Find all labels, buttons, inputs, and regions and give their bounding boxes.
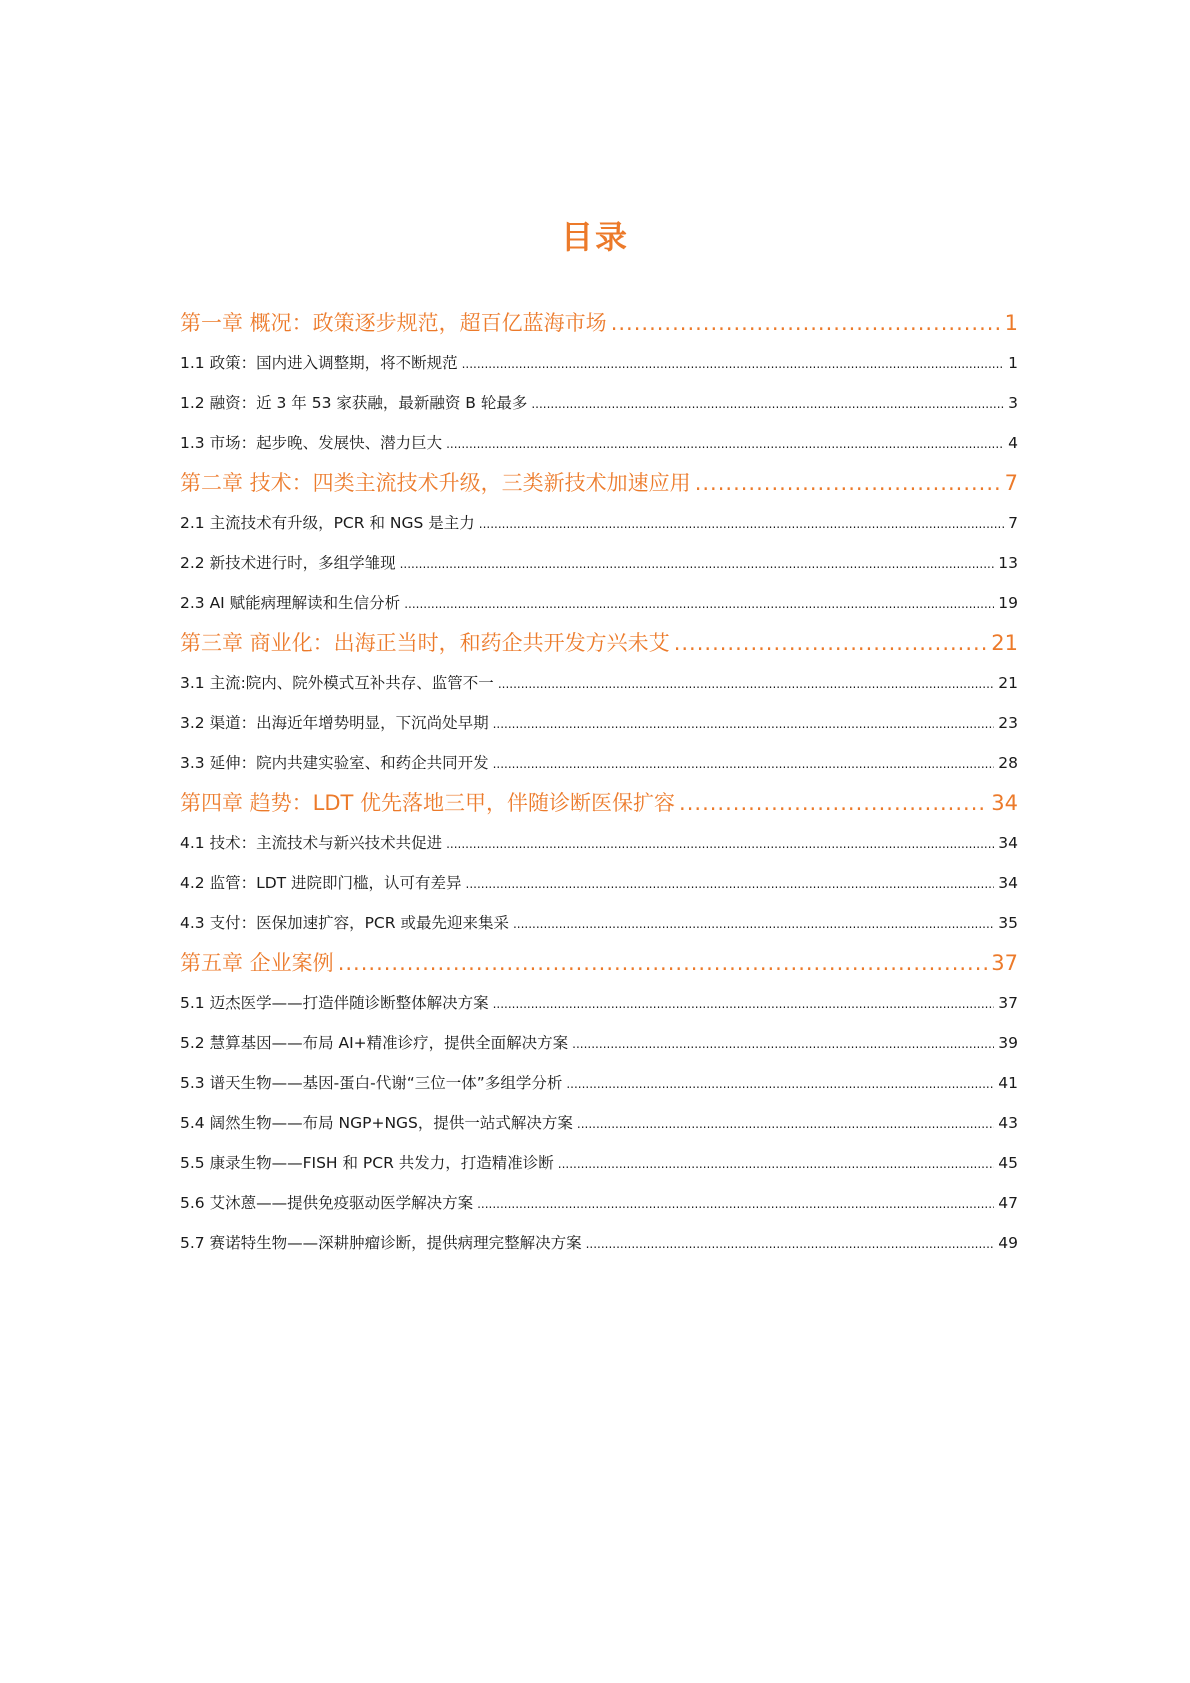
toc-entry-text: 5.1 迈杰医学——打造伴随诊断整体解决方案	[180, 994, 489, 1012]
dot-leader	[462, 344, 1005, 384]
toc-page-number: 19	[998, 594, 1018, 612]
toc-section-1-3[interactable]	[180, 423, 1018, 463]
toc-entry-text: 3.2 渠道：出海近年增势明显，下沉尚处早期	[180, 714, 489, 732]
toc-entry-text: 3.3 延伸：院内共建实验室、和药企共同开发	[180, 754, 489, 772]
dot-leader	[531, 384, 1004, 424]
toc-section-3-1[interactable]	[180, 663, 1018, 703]
toc-page-number: 37	[998, 994, 1018, 1012]
toc-page-number: 47	[998, 1194, 1018, 1212]
toc-entry-text: 3.1 主流:院内、院外模式互补共存、监管不一	[180, 674, 494, 692]
toc-chapter-3[interactable]	[180, 623, 1018, 663]
toc-entry-text: 5.6 艾沐蒽——提供免疫驱动医学解决方案	[180, 1194, 474, 1212]
toc-page-number: 28	[998, 754, 1018, 772]
toc-page-number: 43	[998, 1114, 1018, 1132]
toc-entry-text: 1.3 市场：起步晚、发展快、潜力巨大	[180, 434, 443, 452]
dot-leader	[558, 1144, 994, 1184]
toc-page-number: 7	[1008, 514, 1018, 532]
dot-leader	[446, 424, 1004, 464]
toc-section-5-1[interactable]	[180, 983, 1018, 1023]
toc-chapter-1[interactable]	[180, 303, 1018, 343]
toc-entry-text: 4.1 技术：主流技术与新兴技术共促进	[180, 834, 443, 852]
dot-leader	[695, 463, 1001, 503]
toc-section-2-2[interactable]	[180, 543, 1018, 583]
dot-leader	[493, 984, 995, 1024]
toc-page-number: 3	[1008, 394, 1018, 412]
toc-title: 目录	[560, 218, 629, 256]
toc-page-number: 21	[998, 674, 1018, 692]
toc-page-number: 4	[1008, 434, 1018, 452]
toc-entry-text: 第三章 商业化：出海正当时，和药企共开发方兴未艾	[180, 631, 670, 655]
toc-section-2-3[interactable]	[180, 583, 1018, 623]
toc-section-5-3[interactable]	[180, 1063, 1018, 1103]
toc-section-3-2[interactable]	[180, 703, 1018, 743]
toc-page-number: 39	[998, 1034, 1018, 1052]
dot-leader	[498, 664, 994, 704]
toc-page-number: 41	[998, 1074, 1018, 1092]
toc-entry-text: 4.3 支付：医保加速扩容，PCR 或最先迎来集采	[180, 914, 509, 932]
toc-page-number: 13	[998, 554, 1018, 572]
dot-leader	[566, 1064, 994, 1104]
toc-page-number: 37	[991, 951, 1018, 975]
dot-leader	[586, 1224, 995, 1264]
toc-entry-text: 5.7 赛诺特生物——深耕肿瘤诊断，提供病理完整解决方案	[180, 1234, 582, 1252]
toc-section-1-2[interactable]	[180, 383, 1018, 423]
toc-section-5-4[interactable]	[180, 1103, 1018, 1143]
toc-entry-text: 第一章 概况：政策逐步规范，超百亿蓝海市场	[180, 311, 607, 335]
toc-page-number: 34	[998, 834, 1018, 852]
toc-entry-text: 4.2 监管：LDT 进院即门槛，认可有差异	[180, 874, 462, 892]
toc-page-number: 34	[998, 874, 1018, 892]
toc-page-number: 45	[998, 1154, 1018, 1172]
toc-section-5-2[interactable]	[180, 1023, 1018, 1063]
dot-leader	[479, 504, 1004, 544]
toc-entry-text: 2.3 AI 赋能病理解读和生信分析	[180, 594, 401, 612]
toc-chapter-4[interactable]	[180, 783, 1018, 823]
dot-leader	[679, 783, 987, 823]
toc-page-number: 7	[1004, 471, 1018, 495]
toc-entry-text: 5.2 慧算基因——布局 AI+精准诊疗，提供全面解决方案	[180, 1034, 569, 1052]
toc-page-number: 21	[991, 631, 1018, 655]
toc-section-2-1[interactable]	[180, 503, 1018, 543]
toc-entry-text: 5.4 阔然生物——布局 NGP+NGS，提供一站式解决方案	[180, 1114, 573, 1132]
toc-page-number: 34	[991, 791, 1018, 815]
toc-section-4-3[interactable]	[180, 903, 1018, 943]
toc-page-number: 49	[998, 1234, 1018, 1252]
dot-leader	[400, 544, 995, 584]
toc-page-number: 35	[998, 914, 1018, 932]
toc-page-number: 1	[1008, 354, 1018, 372]
toc-section-3-3[interactable]	[180, 743, 1018, 783]
toc-section-5-7[interactable]	[180, 1223, 1018, 1263]
dot-leader	[513, 904, 994, 944]
toc-entry-text: 第四章 趋势：LDT 优先落地三甲，伴随诊断医保扩容	[180, 791, 676, 815]
toc-entry-text: 5.3 谱天生物——基因-蛋白-代谢“三位一体”多组学分析	[180, 1074, 563, 1092]
toc-entry-text: 第五章 企业案例	[180, 951, 334, 975]
dot-leader	[572, 1024, 994, 1064]
toc-page-number: 23	[998, 714, 1018, 732]
toc-entry-text: 2.2 新技术进行时，多组学雏现	[180, 554, 396, 572]
toc-entry-text: 1.2 融资：近 3 年 53 家获融，最新融资 B 轮最多	[180, 394, 528, 412]
toc-page-number: 1	[1004, 311, 1018, 335]
dot-leader	[338, 943, 988, 983]
toc-entry-text: 2.1 主流技术有升级，PCR 和 NGS 是主力	[180, 514, 475, 532]
dot-leader	[674, 623, 988, 663]
dot-leader	[493, 744, 995, 784]
toc-chapter-5[interactable]	[180, 943, 1018, 983]
toc-section-5-5[interactable]	[180, 1143, 1018, 1183]
dot-leader	[493, 704, 995, 744]
toc-section-5-6[interactable]	[180, 1183, 1018, 1223]
dot-leader	[611, 303, 1001, 343]
toc-entry-text: 1.1 政策：国内进入调整期，将不断规范	[180, 354, 458, 372]
toc-section-4-1[interactable]	[180, 823, 1018, 863]
dot-leader	[404, 584, 994, 624]
table-of-contents	[180, 303, 1018, 1263]
dot-leader	[466, 864, 995, 904]
toc-chapter-2[interactable]	[180, 463, 1018, 503]
toc-section-4-2[interactable]	[180, 863, 1018, 903]
dot-leader	[477, 1184, 994, 1224]
toc-entry-text: 5.5 康录生物——FISH 和 PCR 共发力，打造精准诊断	[180, 1154, 554, 1172]
dot-leader	[577, 1104, 994, 1144]
dot-leader	[446, 824, 994, 864]
toc-section-1-1[interactable]	[180, 343, 1018, 383]
toc-entry-text: 第二章 技术：四类主流技术升级，三类新技术加速应用	[180, 471, 691, 495]
